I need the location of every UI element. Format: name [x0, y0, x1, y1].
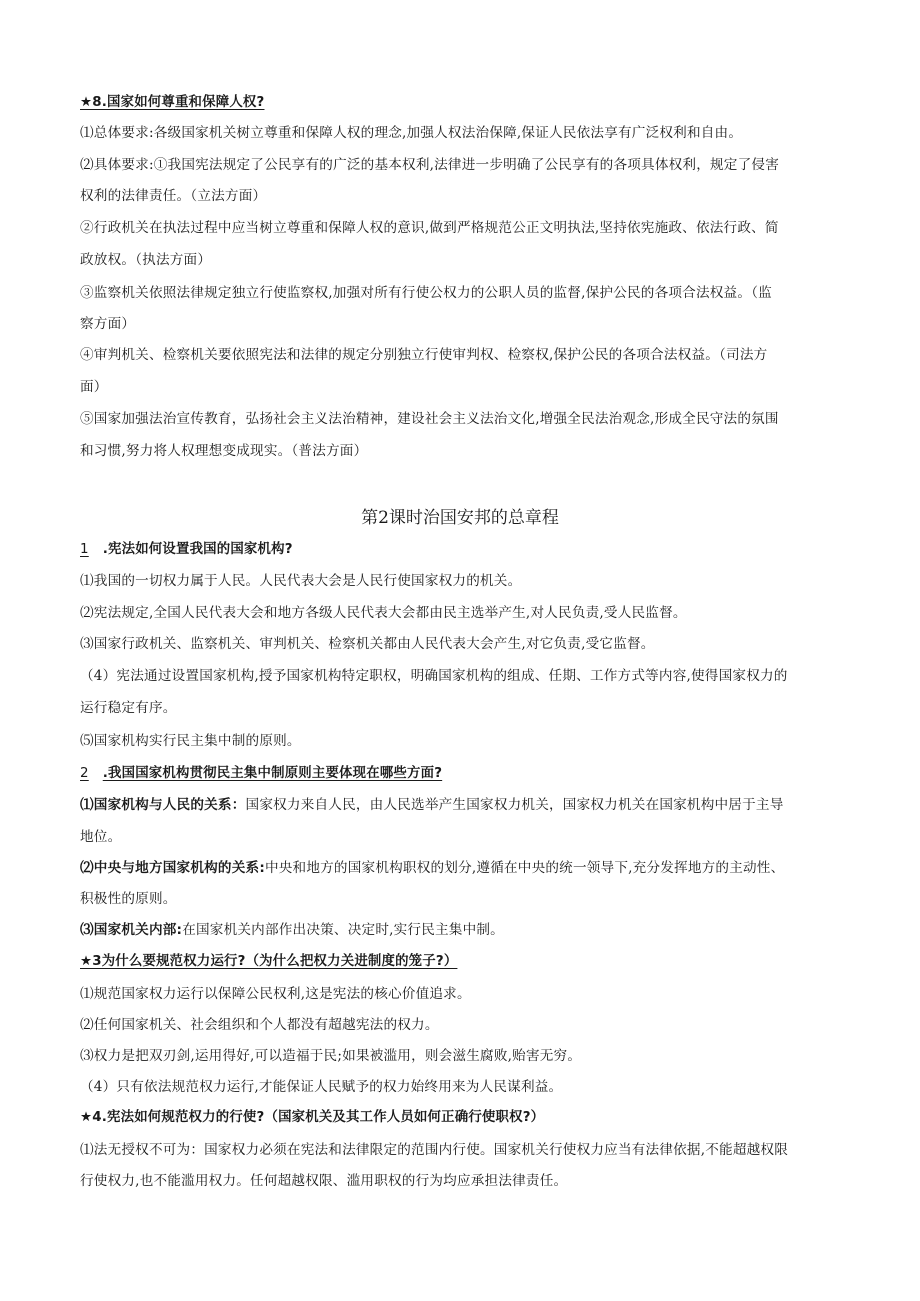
paragraph: （4）宪法通过设置国家机构,授予国家机构特定职权，明确国家机构的组成、任期、工作方式等内容,使得国家权力的 — [80, 668, 788, 684]
paragraph: ⑵具体要求:①我国宪法规定了公民享有的广泛的基本权利,法律进一步明确了公民享有的各项具体权利，规定了侵害 — [80, 157, 779, 173]
bold-label: ⑵中央与地方国家机构的关系: — [80, 860, 265, 876]
question-2-heading — [80, 764, 845, 784]
paragraph: ⑴法无授权不可为：国家权力必须在宪法和法律限定的范围内行使。国家机关行使权力应当有法律依据,不能超越权限 — [80, 1142, 788, 1158]
bold-label: ⑶国家机关内部: — [80, 922, 183, 938]
paragraph: ⑴总体要求:各级国家机关树立尊重和保障人权的理念,加强人权法治保障,保证人民依法享有广泛权利和自由。 — [80, 125, 743, 141]
paragraph: ⑵宪法规定,全国人民代表大会和地方各级人民代表大会都由民主选举产生,对人民负责,受人民监督。 — [80, 605, 687, 621]
question-text: .宪法如何设置我国的国家机构? — [102, 542, 293, 557]
question-1-heading — [80, 540, 845, 560]
paragraph-text: 中央和地方的国家机构职权的划分,遵循在中央的统一领导下,充分发挥地方的主动性、 — [264, 860, 785, 876]
lesson-title: 第2课时治国安邦的总章程 — [361, 508, 559, 528]
paragraph: ④审判机关、检察机关要依照宪法和法律的规定分别独立行使审判权、检察权,保护公民的各项合法权益。（司法方 — [80, 347, 768, 363]
paragraph: ②行政机关在执法过程中应当树立尊重和保障人权的意识,做到严格规范公正文明执法,坚持依宪施政、依法行政、简 — [80, 220, 779, 236]
paragraph: 察方面） — [80, 316, 136, 332]
paragraph: 权利的法律责任。（立法方面） — [80, 188, 267, 204]
paragraph: 和习惯,努力将人权理想变成现实。（普法方面） — [80, 443, 368, 459]
question-4-heading: ★4.宪法如何规范权力的行使?（国家机关及其工作人员如何正确行使职权?） — [80, 1110, 545, 1125]
paragraph: 行使权力,也不能滥用权力。任何超越权限、滥用职权的行为均应承担法律责任。 — [80, 1173, 568, 1189]
question-3-heading: ★3为什么要规范权力运行?（为什么把权力关进制度的笼子?） — [80, 954, 458, 969]
paragraph: 面） — [80, 379, 108, 395]
bold-label: ⑴国家机构与人民的关系： — [80, 797, 246, 813]
paragraph: ⑶权力是把双刃剑,运用得好,可以造福于民;如果被滥用，则会滋生腐败,贻害无穷。 — [80, 1048, 582, 1064]
paragraph: 地位。 — [80, 829, 122, 845]
paragraph: 积极性的原则。 — [80, 891, 177, 907]
paragraph-text: 国家权力来自人民，由人民选举产生国家权力机关，国家权力机关在国家机构中居于主导 — [245, 797, 784, 813]
paragraph: ⑸国家机构实行民主集中制的原则。 — [80, 733, 301, 749]
paragraph: 政放权。（执法方面） — [80, 252, 212, 268]
paragraph: （4）只有依法规范权力运行,才能保证人民赋予的权力始终用来为人民谋利益。 — [80, 1079, 563, 1095]
paragraph: ⑴我国的一切权力属于人民。人民代表大会是人民行使国家权力的机关。 — [80, 573, 522, 589]
paragraph — [80, 795, 845, 815]
question-8-heading: ★8.国家如何尊重和保障人权? — [80, 95, 265, 110]
paragraph-text: 在国家机关内部作出决策、决定时,实行民主集中制。 — [182, 922, 504, 938]
paragraph: ⑴规范国家权力运行以保障公民权利,这是宪法的核心价值追求。 — [80, 986, 471, 1002]
paragraph — [80, 858, 845, 878]
paragraph: 运行稳定有序。 — [80, 700, 177, 716]
question-number: 1 — [80, 542, 89, 557]
paragraph: ③监察机关依照法律规定独立行使监察权,加强对所有行使公权力的公职人员的监督,保护公民的各项合法权益。（监 — [80, 285, 772, 301]
paragraph: ⑵任何国家机关、社会组织和个人都没有超越宪法的权力。 — [80, 1017, 439, 1033]
paragraph — [80, 920, 845, 940]
paragraph: ⑤国家加强法治宣传教育，弘扬社会主义法治精神，建设社会主义法治文化,增强全民法治观念,形成全民守法的氛围 — [80, 411, 779, 427]
question-text: .我国国家机构贯彻民主集中制原则主要体现在哪些方面? — [102, 766, 443, 781]
paragraph: ⑶国家行政机关、监察机关、审判机关、检察机关都由人民代表大会产生,对它负责,受它监督。 — [80, 636, 655, 652]
question-number: 2 — [80, 766, 89, 781]
